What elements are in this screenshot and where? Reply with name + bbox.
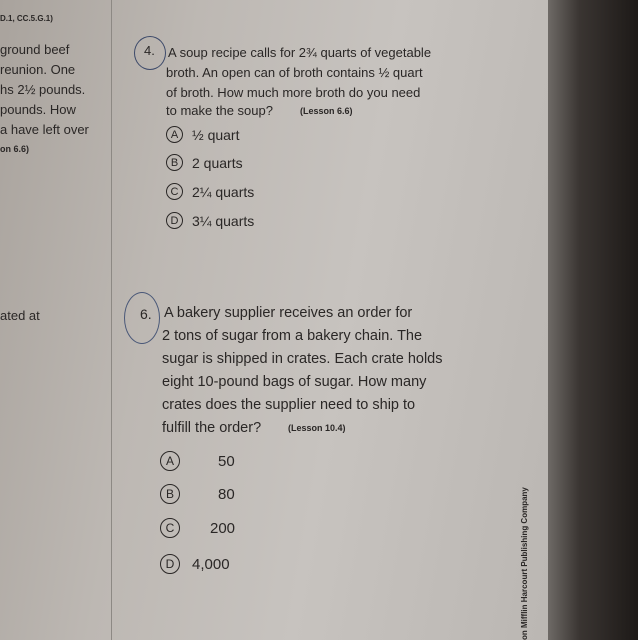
choice-letter-a[interactable]: A	[160, 451, 180, 471]
choice-text-c: 2¼ quarts	[192, 183, 255, 200]
choice-text-b: 80	[218, 485, 235, 503]
left-line-5: a have left over	[0, 122, 89, 137]
left-line-2: reunion. One	[0, 62, 76, 77]
question6-line-3: sugar is shipped in crates. Each crate holds	[162, 351, 443, 367]
question4-line-4: to make the soup?	[166, 103, 273, 118]
question6-line-5: crates does the supplier need to ship to	[162, 397, 416, 413]
question6-lesson: (Lesson 10.4)	[288, 423, 346, 433]
choice-letter-c[interactable]: C	[166, 183, 183, 200]
question6-choice-c[interactable]	[160, 518, 235, 538]
question4-line-1: A soup recipe calls for 2¾ quarts of vegetable	[168, 45, 432, 60]
question6-line-2: 2 tons of sugar from a bakery chain. The	[162, 328, 423, 344]
left-line-1: ground beef	[0, 42, 70, 57]
question4-choice-a[interactable]	[166, 126, 239, 143]
question6-number: 6.	[140, 306, 152, 322]
choice-letter-a[interactable]: A	[166, 126, 183, 143]
background-shadow	[548, 0, 638, 640]
question4-line-2: broth. An open can of broth contains ½ quart	[166, 65, 423, 80]
question6-line-4: eight 10-pound bags of sugar. How many	[162, 374, 427, 390]
left-lesson-ref: on 6.6)	[0, 144, 30, 154]
question4-choice-b[interactable]	[166, 154, 243, 171]
choice-text-b: 2 quarts	[192, 154, 243, 171]
question6-choice-d[interactable]	[160, 554, 230, 574]
column-divider	[111, 0, 112, 640]
question6-choice-b[interactable]	[160, 484, 235, 504]
question6-line-1: A bakery supplier receives an order for	[164, 305, 413, 321]
question4-choice-c[interactable]	[166, 183, 254, 200]
question4-number: 4.	[144, 43, 155, 58]
question4-lesson: (Lesson 6.6)	[300, 106, 353, 116]
question6-line-6: fulfill the order?	[162, 420, 262, 436]
choice-letter-b[interactable]: B	[160, 484, 180, 504]
choice-letter-c[interactable]: C	[160, 518, 180, 538]
standard-reference: D.1, CC.5.G.1)	[0, 14, 53, 23]
choice-letter-b[interactable]: B	[166, 154, 183, 171]
publisher-credit: on Mifflin Harcourt Publishing Company	[520, 487, 529, 640]
choice-text-d: 4,000	[192, 555, 230, 573]
left-line-6: ated at	[0, 308, 40, 323]
choice-letter-d[interactable]: D	[160, 554, 180, 574]
choice-text-c: 200	[210, 519, 236, 537]
choice-text-a: 50	[218, 452, 235, 470]
choice-text-d: 3¼ quarts	[192, 212, 255, 229]
question6-choice-a[interactable]	[160, 451, 235, 471]
choice-text-a: ½ quart	[192, 126, 240, 143]
choice-letter-d[interactable]: D	[166, 212, 183, 229]
left-line-3: hs 2½ pounds.	[0, 82, 86, 97]
left-line-4: pounds. How	[0, 102, 76, 117]
question4-choice-d[interactable]	[166, 212, 254, 229]
question4-line-3: of broth. How much more broth do you need	[166, 85, 421, 100]
